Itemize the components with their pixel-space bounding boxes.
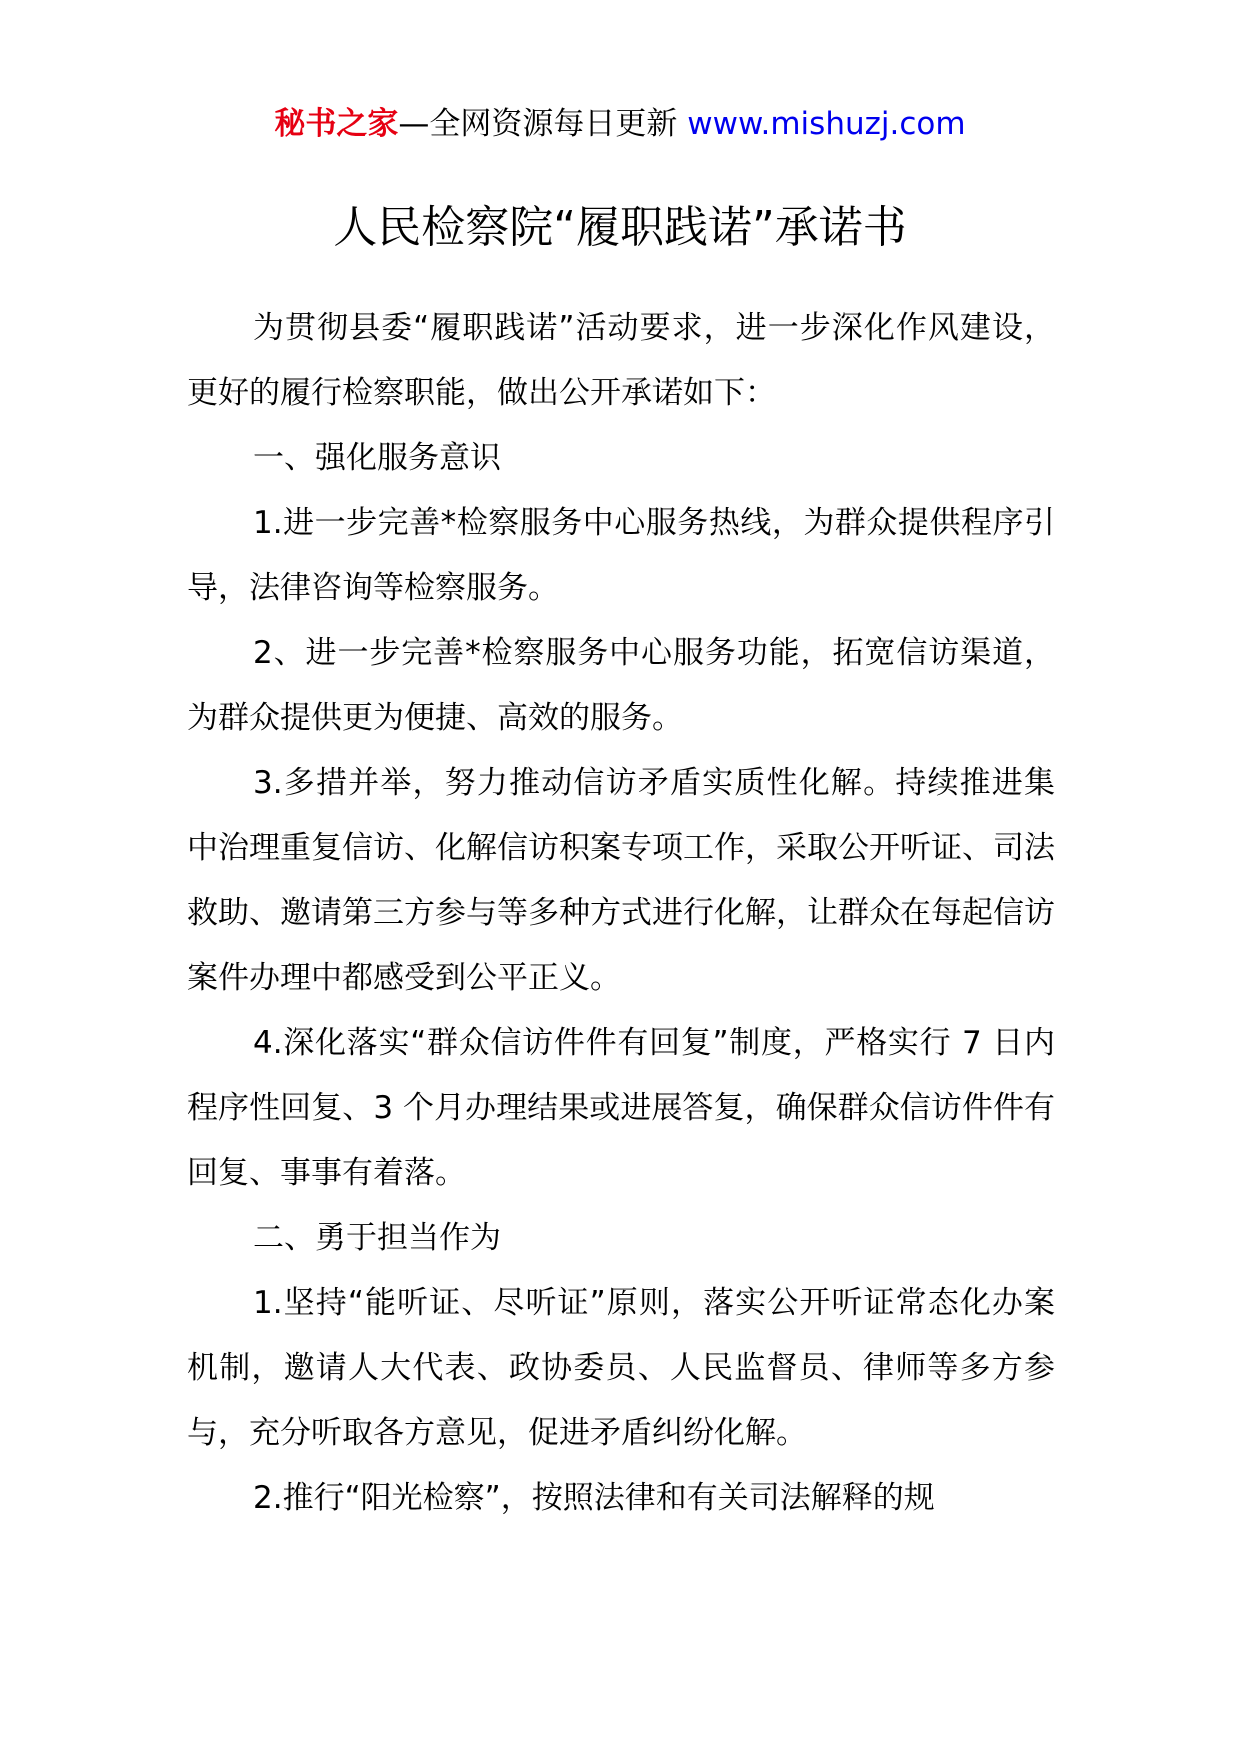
- body-paragraph: 4.深化落实“群众信访件件有回复”制度，严格实行 7 日内程序性回复、3 个月办理结果或进展答复，确保群众信访件件有回复、事事有着落。: [187, 1025, 1055, 1191]
- site-header: [0, 102, 1240, 146]
- body-paragraph: 2.推行“阳光检察”，按照法律和有关司法解释的规: [253, 1480, 935, 1516]
- document-title: 人民检察院“履职践诺”承诺书: [333, 202, 907, 253]
- body-paragraph: 1.坚持“能听证、尽听证”原则，落实公开听证常态化办案机制，邀请人大代表、政协委员、人民监督员、律师等多方参与，充分听取各方意见，促进矛盾纠纷化解。: [187, 1285, 1055, 1451]
- site-brand: 秘书之家: [274, 106, 399, 142]
- intro-paragraph: 为贯彻县委“履职践诺”活动要求，进一步深化作风建设，更好的履行检察职能，做出公开承诺如下：: [187, 310, 1055, 411]
- site-slogan: —全网资源每日更新: [398, 106, 678, 142]
- body-paragraph: 3.多措并举，努力推动信访矛盾实质性化解。持续推进集中治理重复信访、化解信访积案专项工作，采取公开听证、司法救助、邀请第三方参与等多种方式进行化解，让群众在每起信访案件办理中都感受到公平正义。: [187, 765, 1055, 996]
- section-heading-2: 二、勇于担当作为: [253, 1220, 501, 1256]
- document-body: [187, 296, 1055, 1531]
- site-url-link[interactable]: www.mishuzj.com: [687, 106, 966, 142]
- body-paragraph: 2、进一步完善*检察服务中心服务功能，拓宽信访渠道，为群众提供更为便捷、高效的服务。: [187, 635, 1055, 736]
- body-paragraph: 1.进一步完善*检察服务中心服务热线，为群众提供程序引导，法律咨询等检察服务。: [187, 505, 1055, 606]
- section-heading-1: 一、强化服务意识: [253, 440, 501, 476]
